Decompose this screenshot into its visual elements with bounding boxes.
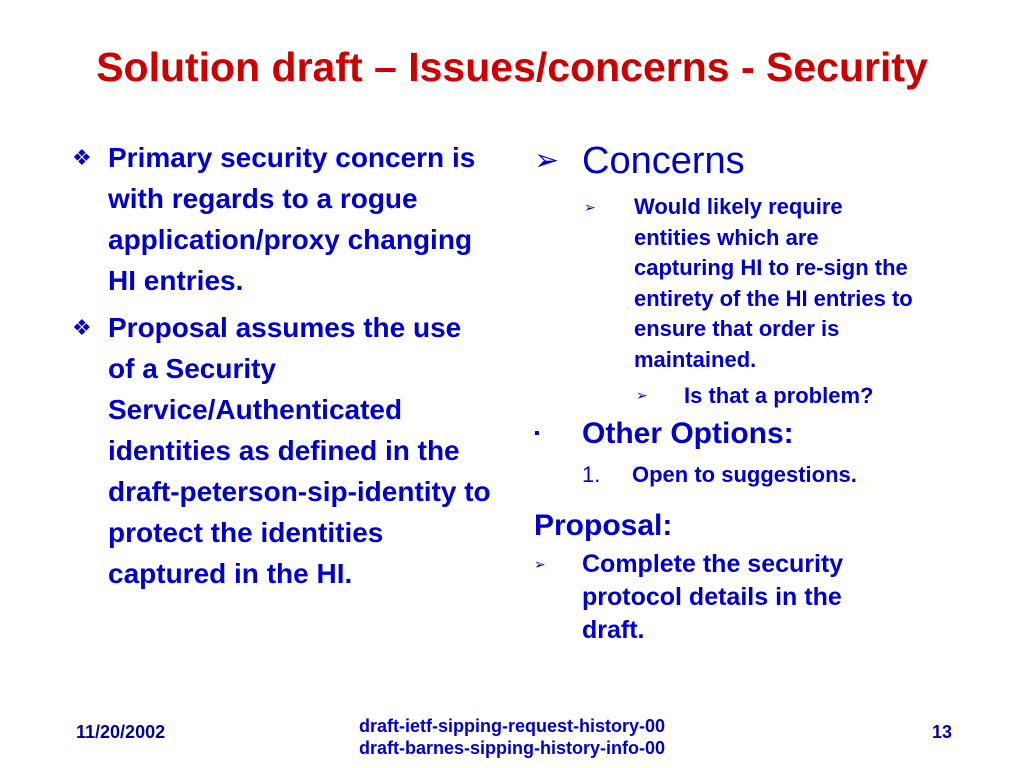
proposal-item-row [534, 548, 954, 647]
left-bullet-text: Primary security concern is with regards to a rogue application/proxy changing HI entries. [108, 142, 476, 296]
footer-page-number: 13 [931, 722, 952, 742]
square-bullet-icon: ▪ [534, 425, 540, 442]
right-column [534, 138, 954, 647]
other-options-heading: Other Options: [582, 417, 794, 450]
slide-title: Solution draft – Issues/concerns - Security [96, 44, 928, 90]
concern-subitem-text: Is that a problem? [684, 383, 874, 408]
arrow-bullet-icon: ➢ [636, 387, 648, 403]
footer-draft-names [312, 715, 712, 759]
concerns-heading: Concerns [582, 140, 745, 182]
footer-draft-line-2: draft-barnes-sipping-history-info-00 [358, 738, 665, 758]
diamond-bullet-icon: ❖ [72, 315, 92, 340]
concern-subitem-row [636, 381, 954, 410]
concern-item-row [584, 192, 954, 375]
diamond-bullet-icon: ❖ [72, 145, 92, 170]
arrow-bullet-icon: ➢ [534, 556, 546, 572]
other-options-item-text: Open to suggestions. [632, 462, 857, 487]
footer-date: 11/20/2002 [76, 722, 166, 742]
proposal-heading: Proposal: [534, 509, 673, 542]
footer-draft-line-1: draft-ietf-sipping-request-history-00 [358, 716, 666, 736]
concern-item-text: Would likely require entities which are capturing HI to re-sign the entirety of the HI entries to ensure that order is maintained. [634, 194, 913, 372]
arrow-bullet-icon: ➢ [534, 144, 560, 177]
left-bullet-text: Proposal assumes the use of a Security Service/Authenticated identities as defined in the draft-peterson-sip-identity to protect the identities captured in the HI. [108, 312, 491, 589]
concerns-heading-row [534, 138, 954, 184]
arrow-bullet-icon: ➢ [584, 199, 596, 215]
left-bullet-item [72, 307, 492, 594]
left-bullet-item [72, 137, 492, 301]
other-options-heading-row [534, 414, 954, 454]
list-number: 1. [582, 462, 601, 487]
other-options-item-row [582, 460, 954, 490]
left-column [72, 137, 492, 600]
proposal-item-text: Complete the security protocol details in the draft. [582, 550, 844, 644]
